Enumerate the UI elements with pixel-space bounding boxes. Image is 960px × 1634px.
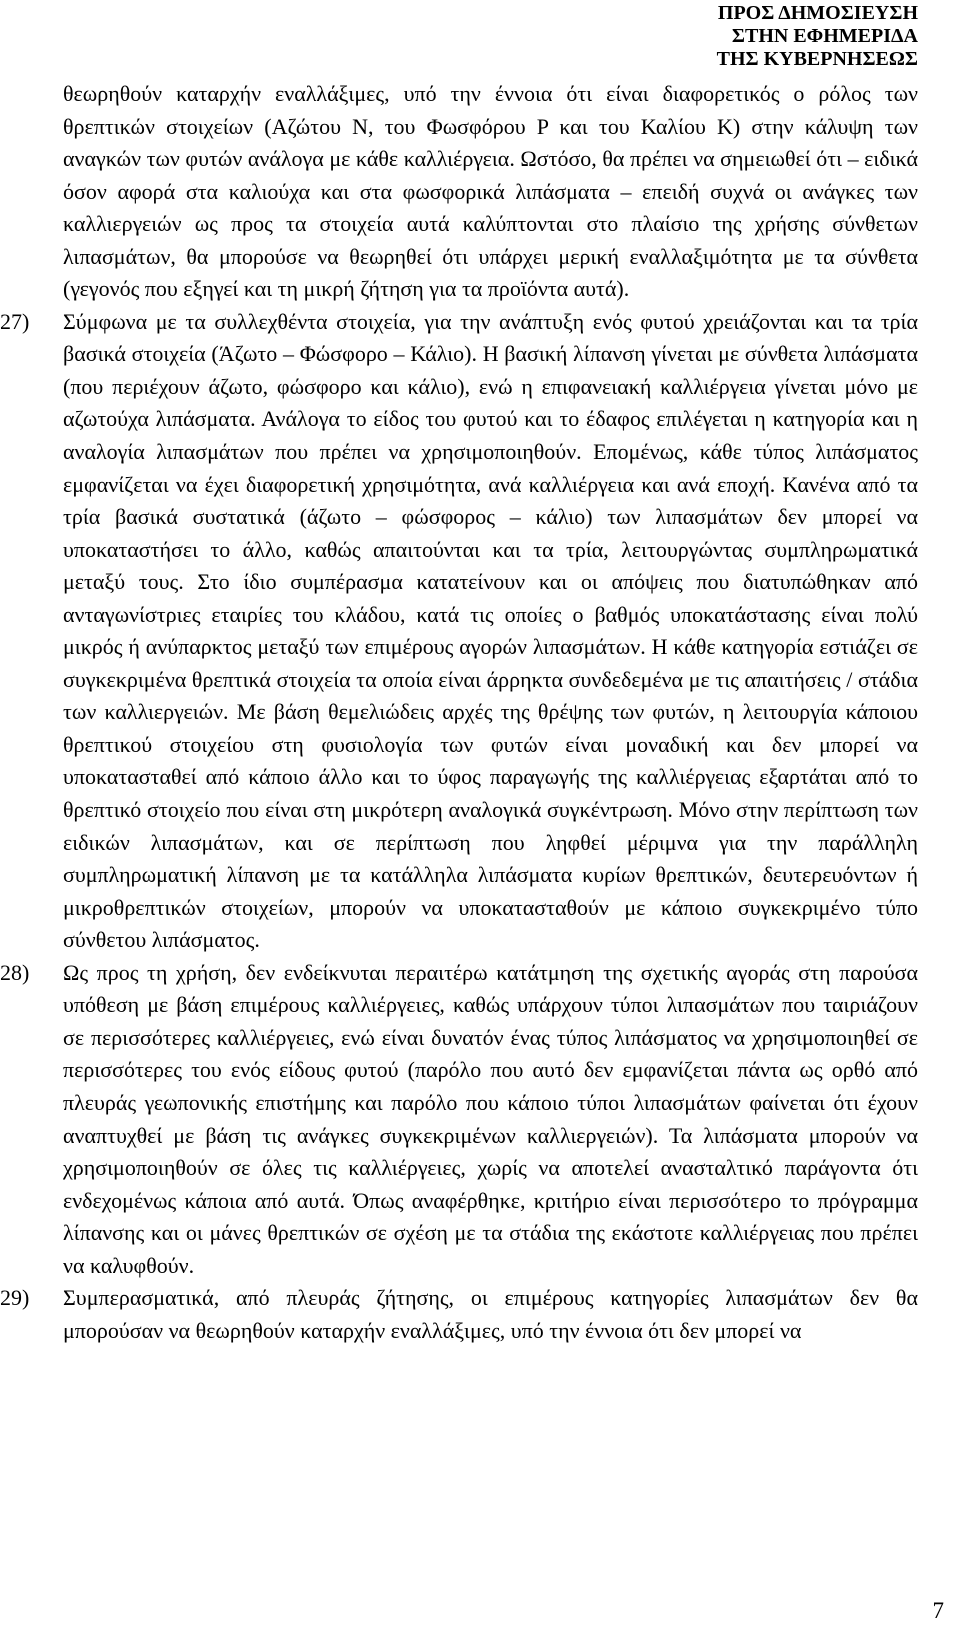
paragraph-text: Συμπερασματικά, από πλευράς ζήτησης, οι επιμέρους κατηγορίες λιπασμάτων δεν θα μπορούσαν να θεωρηθούν καταρχήν εναλλάξιμες, υπό την έννοια ότι δεν μπορεί να [63, 1285, 918, 1343]
paragraph-29 [0, 1282, 918, 1347]
publication-header [717, 2, 918, 71]
paragraph-text: θεωρηθούν καταρχήν εναλλάξιμες, υπό την έννοια ότι είναι διαφορετικός ο ρόλος των θρεπτικών στοιχείων (Αζώτου N, του Φωσφόρου P και του Καλίου K) στην κάλυψη των αναγκών των φυτών ανάλογα με κάθε καλλιέργεια. Ωστόσο, θα πρέπει να σημειωθεί ότι – ειδικά όσον αφορά στα καλιούχα και στα φωσφορικά λιπάσματα – επειδή συχνά οι ανάγκες των καλλιεργειών ως προς τα στοιχεία αυτά καλύπτονται στο πλαίσιο της χρήσης σύνθετων λιπασμάτων, θα μπορούσε να θεωρηθεί ότι υπάρχει μερική εναλλαξιμότητα με τα σύνθετα (γεγονός που εξηγεί και τη μικρή ζήτηση για τα προϊόντα αυτά). [63, 81, 918, 302]
page-number: 7 [932, 1598, 944, 1623]
header-line-3: ΤΗΣ ΚΥΒΕΡΝΗΣΕΩΣ [716, 48, 918, 70]
paragraph-text: Ως προς τη χρήση, δεν ενδείκνυται περαιτέρω κατάτμηση της σχετικής αγοράς στη παρούσα υπόθεση με βάση επιμέρους καλλιέργειες, καθώς υπάρχουν τύποι λιπασμάτων που ταιριάζουν σε περισσότερες καλλιέργειες, ενώ είναι δυνατόν ένας τύπος λιπάσματος να χρησιμοποιηθεί σε περισσότερες του ενός είδους φυτού (παρόλο που αυτό δεν εμφανίζεται πάντα ως ορθό από πλευράς γεωπονικής επιστήμης και παρόλο που κάποιο τύποι λιπασμάτων φαίνεται ότι έχουν αναπτυχθεί με βάση τις ανάγκες συγκεκριμένων καλλιεργειών). Τα λιπάσματα μπορούν να χρησιμοποιηθούν σε όλες τις καλλιέργειες, χωρίς να αποτελεί ανασταλτικό παράγοντα ότι ενδεχομένως κάποια από αυτά. Όπως αναφέρθηκε, κριτήριο είναι περισσότερο το πρόγραμμα λίπανσης και οι μάνες θρεπτικών σε σχέση με τα στάδια της εκάστοτε καλλιέργειας που πρέπει να καλυφθούν. [63, 959, 918, 1278]
header-line-1: ΠΡΟΣ ΔΗΜΟΣΙΕΥΣΗ [717, 2, 918, 24]
header-line-2: ΣΤΗΝ ΕΦΗΜΕΡΙΔΑ [731, 25, 918, 47]
paragraph-number: 27) [0, 308, 30, 334]
document-body [0, 78, 960, 1347]
paragraph-28 [0, 957, 918, 1282]
paragraph-number: 29) [0, 1285, 30, 1311]
paragraph-27 [0, 306, 918, 957]
paragraph-number: 28) [0, 959, 30, 985]
paragraph-continued [63, 78, 918, 306]
paragraph-text: Σύμφωνα με τα συλλεχθέντα στοιχεία, για την ανάπτυξη ενός φυτού χρειάζονται και τα τρία βασικά στοιχεία (Άζωτο – Φώσφορο – Κάλιο). Η βασική λίπανση γίνεται με σύνθετα λιπάσματα (που περιέχουν άζωτο, φώσφορο και κάλιο), ενώ η επιφανειακή καλλιέργεια γίνεται μόνο με αζωτούχα λιπάσματα. Ανάλογα το είδος του φυτού και το έδαφος επιλέγεται η κατηγορία και η αναλογία λιπασμάτων που πρέπει να χρησιμοποιηθούν. Επομένως, κάθε τύπος λιπάσματος εμφανίζεται να έχει διαφορετική χρησιμότητα, ανά καλλιέργεια και ανά εποχή. Κανένα από τα τρία βασικά συστατικά (άζωτο – φώσφορος – κάλιο) των λιπασμάτων δεν μπορεί να υποκαταστήσει το άλλο, καθώς απαιτούνται και τα τρία, λειτουργώντας συμπληρωματικά μεταξύ τους. Στο ίδιο συμπέρασμα κατατείνουν και οι απόψεις που διατυπώθηκαν από ανταγωνίστριες εταιρίες του κλάδου, κατά τις οποίες ο βαθμός υποκατάστασης είναι πολύ μικρός ή ανύπαρκτος μεταξύ των επιμέρους αγορών λιπασμάτων. Η κάθε κατηγορία εστιάζει σε συγκεκριμένα θρεπτικά στοιχεία τα οποία είναι άρρηκτα συνδεδεμένα με τις απαιτήσεις / στάδια των καλλιεργειών. Με βάση θεμελιώδεις αρχές της θρέψης των φυτών, η λειτουργία κάποιου θρεπτικού στοιχείου στη φυσιολογία των φυτών είναι μοναδική και δεν μπορεί να υποκατασταθεί από κάποιο άλλο και το ύφος παραγωγής της καλλιέργειας εξαρτάται από το θρεπτικό στοιχείο που είναι στη μικρότερη αναλογικά συγκέντρωση. Μόνο στην περίπτωση των ειδικών λιπασμάτων, και σε περίπτωση που ληφθεί μέριμνα για την παράλληλη συμπληρωματική λίπανση με τα κατάλληλα λιπάσματα κυρίων θρεπτικών, δευτερευόντων ή μικροθρεπτικών στοιχείων, μπορούν να υποκατασταθούν με κάποιο συγκεκριμένο τύπο σύνθετου λιπάσματος. [63, 308, 918, 953]
